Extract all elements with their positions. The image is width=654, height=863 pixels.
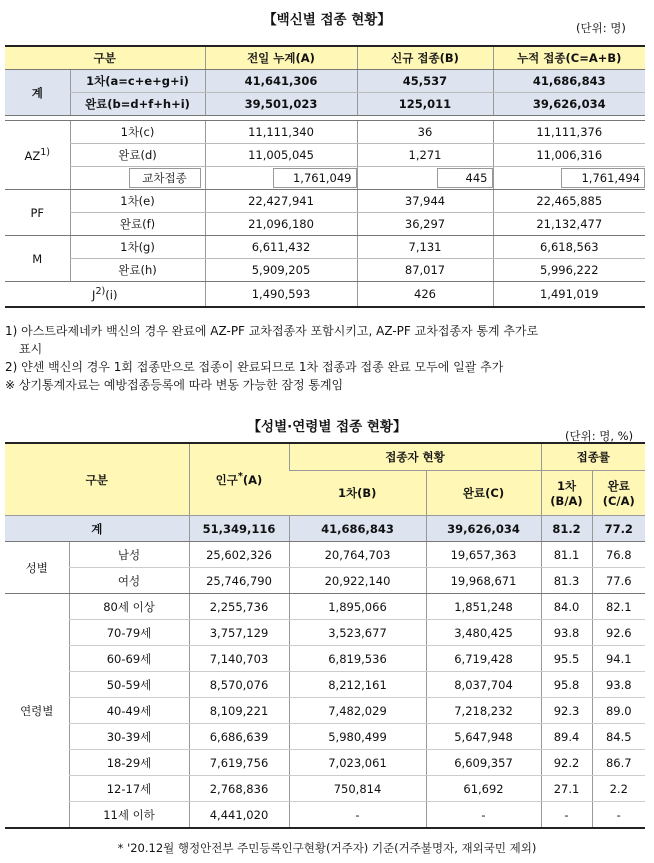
- cell-r1: 81.3: [541, 568, 592, 594]
- cell-r1: 93.8: [541, 620, 592, 646]
- m-label: M: [5, 236, 70, 282]
- header-prev: 전일 누계(A): [205, 46, 357, 70]
- row-label: 11세 이하: [69, 802, 189, 829]
- header-category: 구분: [5, 46, 205, 70]
- row-label: 50-59세: [69, 672, 189, 698]
- cell-first: 5,980,499: [289, 724, 426, 750]
- cell-prev: 5,909,205: [205, 259, 357, 282]
- table-row: [5, 213, 645, 236]
- cell-new: 45,537: [357, 70, 493, 93]
- table-row: [5, 620, 645, 646]
- cell-pop: 8,109,221: [189, 698, 289, 724]
- row-label: 완료(d): [70, 144, 205, 167]
- table-row: [5, 236, 645, 259]
- total-row: [5, 516, 645, 542]
- vaccine-table: [5, 45, 645, 308]
- row-label: 여성: [69, 568, 189, 594]
- table-row: [5, 646, 645, 672]
- cell-r2: 94.1: [592, 646, 645, 672]
- cell-r2: 84.5: [592, 724, 645, 750]
- header-category: 구분: [5, 443, 189, 516]
- cell-cum: 22,465,885: [493, 190, 645, 213]
- row-label: 완료(f): [70, 213, 205, 236]
- cell-prev: 41,641,306: [205, 70, 357, 93]
- cell-cum: 39,626,034: [493, 93, 645, 116]
- row-label: 완료(h): [70, 259, 205, 282]
- cell-complete: 19,968,671: [426, 568, 541, 594]
- header-new: 신규 접종(B): [357, 46, 493, 70]
- cell-r2: 89.0: [592, 698, 645, 724]
- cell-complete: 19,657,363: [426, 542, 541, 568]
- row-label: 완료(b=d+f+h+i): [70, 93, 205, 116]
- cell-complete: 7,218,232: [426, 698, 541, 724]
- cell-prev: 39,501,023: [205, 93, 357, 116]
- cell-prev: 22,427,941: [205, 190, 357, 213]
- table-row: [5, 259, 645, 282]
- row-label: 12-17세: [69, 776, 189, 802]
- cell-cum: 6,618,563: [493, 236, 645, 259]
- cell-pop: 2,768,836: [189, 776, 289, 802]
- cell-complete: 3,480,425: [426, 620, 541, 646]
- cell-new: 1,271: [357, 144, 493, 167]
- cell-r1: 89.4: [541, 724, 592, 750]
- cell-first: 20,922,140: [289, 568, 426, 594]
- section1-notes: [5, 322, 538, 394]
- cell-r1: 95.5: [541, 646, 592, 672]
- cell-pop: 25,602,326: [189, 542, 289, 568]
- table-row: [5, 724, 645, 750]
- demographic-table: [5, 442, 645, 829]
- table-row: [5, 282, 645, 308]
- cell-r2: 92.6: [592, 620, 645, 646]
- table-row: [5, 568, 645, 594]
- total-label: 계: [5, 516, 189, 542]
- note-2: 2) 얀센 백신의 경우 1회 접종만으로 접종이 완료되므로 1차 접종과 접종 완료 모두에 일괄 추가: [5, 360, 504, 374]
- header-complete-rate: 완료 (C/A): [592, 471, 645, 516]
- cell-r2: 86.7: [592, 750, 645, 776]
- cell-complete: -: [426, 802, 541, 829]
- cell-cum: 21,132,477: [493, 213, 645, 236]
- cell-new: 7,131: [357, 236, 493, 259]
- cell-prev: 11,111,340: [205, 121, 357, 144]
- cell-cum: 1,491,019: [493, 282, 645, 308]
- table-row: [5, 542, 645, 568]
- cell-r2: 2.2: [592, 776, 645, 802]
- cell-pop: 7,140,703: [189, 646, 289, 672]
- cell-new: 37,944: [357, 190, 493, 213]
- cell-first: 6,819,536: [289, 646, 426, 672]
- cell-complete: 61,692: [426, 776, 541, 802]
- cell-first: 750,814: [289, 776, 426, 802]
- cell-r1: 92.3: [541, 698, 592, 724]
- cell-pop: 3,757,129: [189, 620, 289, 646]
- j-label: $J^{2)}(i)$: [5, 282, 205, 308]
- table-row: [5, 776, 645, 802]
- cell-r2: 77.6: [592, 568, 645, 594]
- cell-r2: 82.1: [592, 594, 645, 620]
- cell-cum: 5,996,222: [493, 259, 645, 282]
- cross-new: 445: [437, 168, 493, 188]
- cell-new: 87,017: [357, 259, 493, 282]
- gender-label: 성별: [5, 542, 69, 594]
- cell-cum: 41,686,843: [493, 70, 645, 93]
- cell-complete: 1,851,248: [426, 594, 541, 620]
- cell-pop: 2,255,736: [189, 594, 289, 620]
- row-label: 18-29세: [69, 750, 189, 776]
- pf-label: PF: [5, 190, 70, 236]
- header-population: 인구*(A): [189, 443, 289, 516]
- cell-r2: 93.8: [592, 672, 645, 698]
- cross-prev: 1,761,049: [273, 168, 357, 188]
- cell-r1: 81.1: [541, 542, 592, 568]
- cell-prev: 6,611,432: [205, 236, 357, 259]
- cell-complete: 39,626,034: [426, 516, 541, 542]
- table-row: [5, 121, 645, 144]
- row-label: 1차(g): [70, 236, 205, 259]
- header-vaccinated: 접종자 현황: [289, 443, 541, 471]
- header-rate: 접종률: [541, 443, 645, 471]
- cell-r1: 84.0: [541, 594, 592, 620]
- cell-pop: 7,619,756: [189, 750, 289, 776]
- cell-pop: 25,746,790: [189, 568, 289, 594]
- total-label: 계: [5, 70, 70, 116]
- cell-prev: 11,005,045: [205, 144, 357, 167]
- cell-prev: 21,096,180: [205, 213, 357, 236]
- cell-new: 36: [357, 121, 493, 144]
- cell-first: 41,686,843: [289, 516, 426, 542]
- cell-prev: 1,490,593: [205, 282, 357, 308]
- table-row: [5, 190, 645, 213]
- cell-complete: 5,647,948: [426, 724, 541, 750]
- row-label: 80세 이상: [69, 594, 189, 620]
- row-label: 1차(e): [70, 190, 205, 213]
- cell-r1: 81.2: [541, 516, 592, 542]
- table-row: [5, 594, 645, 620]
- cell-r2: 76.8: [592, 542, 645, 568]
- cross-cum: 1,761,494: [561, 168, 645, 188]
- cell-r1: 27.1: [541, 776, 592, 802]
- note-3: ※ 상기통계자료는 예방접종등록에 따라 변동 가능한 잠정 통계임: [5, 378, 344, 392]
- cell-complete: 6,609,357: [426, 750, 541, 776]
- age-label: 연령별: [5, 594, 69, 829]
- cell-cum: 11,006,316: [493, 144, 645, 167]
- az-label: AZ$^{1)}$: [5, 121, 70, 190]
- header-cum: 누적 접종(C=A+B): [493, 46, 645, 70]
- cell-pop: 8,570,076: [189, 672, 289, 698]
- cell-first: 3,523,677: [289, 620, 426, 646]
- cell-r1: -: [541, 802, 592, 829]
- header-complete: 완료(C): [426, 471, 541, 516]
- row-label: 60-69세: [69, 646, 189, 672]
- cell-new: 36,297: [357, 213, 493, 236]
- table-row: [5, 802, 645, 829]
- cell-first: 8,212,161: [289, 672, 426, 698]
- row-label: 1차(c): [70, 121, 205, 144]
- cell-first: 20,764,703: [289, 542, 426, 568]
- section2-unit: (단위: 명, %): [565, 429, 634, 443]
- table-row: [5, 70, 645, 93]
- cell-pop: 6,686,639: [189, 724, 289, 750]
- demographic-table-header: [5, 443, 645, 471]
- header-first: 1차(B): [289, 471, 426, 516]
- cell-r2: 77.2: [592, 516, 645, 542]
- row-label: 30-39세: [69, 724, 189, 750]
- cell-complete: 8,037,704: [426, 672, 541, 698]
- section1-unit: (단위: 명): [576, 21, 626, 35]
- note-1: 1) 아스트라제네카 백신의 경우 완료에 AZ-PF 교차접종자 포함시키고, AZ-PF 교차접종자 통계 추가로: [5, 324, 539, 338]
- cell-complete: 6,719,428: [426, 646, 541, 672]
- note-1-cont: 표시: [19, 342, 43, 356]
- row-label: 70-79세: [69, 620, 189, 646]
- table-row: [5, 672, 645, 698]
- cell-r1: 92.2: [541, 750, 592, 776]
- row-label: 남성: [69, 542, 189, 568]
- cell-pop: 51,349,116: [189, 516, 289, 542]
- cell-new: 125,011: [357, 93, 493, 116]
- cell-first: 7,023,061: [289, 750, 426, 776]
- cell-new: 426: [357, 282, 493, 308]
- cross-label: 교차접종: [129, 168, 201, 188]
- cell-first: -: [289, 802, 426, 829]
- table-row-cross: [5, 167, 645, 190]
- table-row: [5, 698, 645, 724]
- cell-first: 7,482,029: [289, 698, 426, 724]
- row-label: 1차(a=c+e+g+i): [70, 70, 205, 93]
- header-first-rate: 1차 (B/A): [541, 471, 592, 516]
- table-row: [5, 93, 645, 116]
- cell-r2: -: [592, 802, 645, 829]
- cell-first: 1,895,066: [289, 594, 426, 620]
- section1-title: 【백신별 접종 현황】: [263, 12, 391, 28]
- section2-title: 【성별·연령별 접종 현황】: [247, 419, 407, 435]
- table-row: [5, 144, 645, 167]
- cell-pop: 4,441,020: [189, 802, 289, 829]
- cell-cum: 11,111,376: [493, 121, 645, 144]
- table-row: [5, 750, 645, 776]
- cell-r1: 95.8: [541, 672, 592, 698]
- vaccine-table-header: [5, 46, 645, 70]
- section2-footnote: * '20.12월 행정안전부 주민등록인구현황(거주자) 기준(거주불명자, 재외국민 제외): [117, 841, 537, 855]
- row-label: 40-49세: [69, 698, 189, 724]
